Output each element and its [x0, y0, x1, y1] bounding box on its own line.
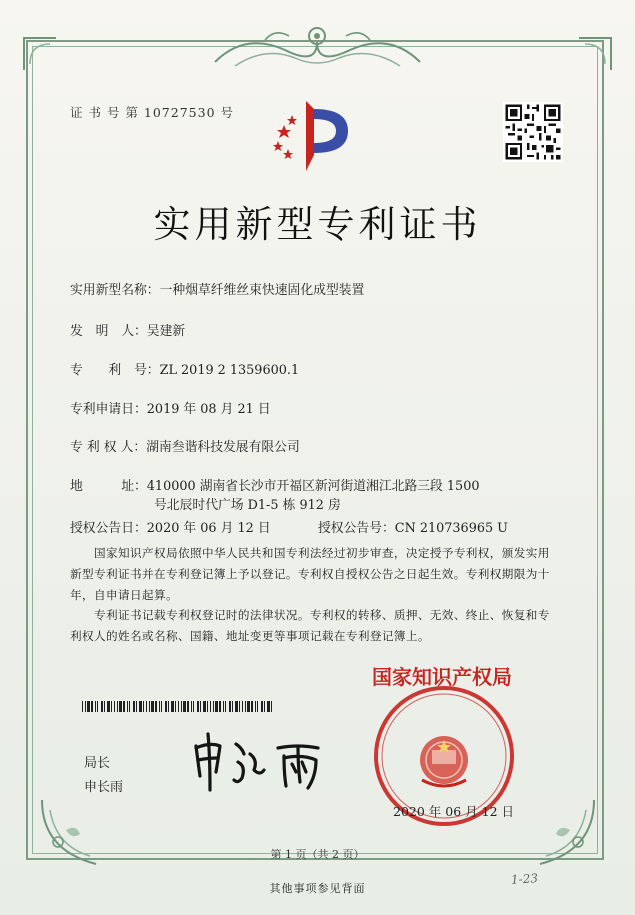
field-label: 授权公告日： — [70, 521, 147, 536]
field-value: 2019 年 08 月 21 日 — [146, 402, 271, 417]
paragraph-line: 年，自申请日起算。 — [70, 588, 178, 602]
patent-office-logo-icon — [262, 95, 362, 175]
handwritten-signature-icon — [188, 726, 338, 794]
handwritten-note: 1-23 — [510, 871, 539, 887]
address-line-2: 号北辰时代广场 D1-5 栋 912 房 — [154, 498, 341, 513]
grant-statement-paragraph — [70, 543, 570, 606]
field-grant-announcement-date — [70, 517, 271, 536]
field-patent-number — [70, 359, 299, 378]
qr-code-icon — [503, 100, 563, 164]
field-label: 授权公告号： — [318, 521, 395, 536]
paragraph-line: 专利证书记载专利权登记时的法律状况。专利权的转移、质押、无效、终止、恢复和专 — [94, 608, 550, 622]
corner-ornament-top-right — [575, 34, 615, 74]
field-value: ZL 2019 2 1359600.1 — [159, 363, 300, 378]
legal-status-paragraph — [70, 605, 570, 647]
field-label: 专 利 权 人： — [70, 440, 147, 455]
field-value: 2020 年 06 月 12 日 — [146, 521, 271, 536]
corner-ornament-top-left — [20, 34, 60, 74]
field-utility-model-name — [70, 279, 364, 298]
signatory-title: 局长 — [84, 756, 111, 771]
page-number: 第 1 页（共 2 页） — [270, 848, 365, 861]
certificate-title: 实用新型专利证书 — [153, 203, 482, 246]
field-patentee — [70, 436, 300, 455]
paragraph-line: 国家知识产权局依照中华人民共和国专利法经过初步审查，决定授予专利权，颁发实用 — [94, 546, 550, 560]
field-grant-announcement-number — [318, 517, 508, 536]
footer-note: 其他事项参见背面 — [269, 882, 366, 895]
seal-date: 2020 年 06 月 12 日 — [393, 804, 514, 819]
signatory-name: 申长雨 — [84, 780, 124, 795]
top-ornament — [205, 22, 430, 74]
field-label: 专 利 号： — [70, 363, 160, 378]
field-label: 地 址： — [70, 479, 147, 494]
field-value: 一种烟草纤维丝束快速固化成型装置 — [159, 283, 365, 298]
field-label: 实用新型名称： — [70, 283, 160, 298]
field-value: 吴建新 — [146, 324, 186, 339]
field-application-date — [70, 398, 271, 417]
paragraph-line: 利权人的姓名或名称、国籍、地址变更等事项记载在专利登记簿上。 — [70, 629, 430, 643]
certificate-number: 证 书 号 第 10727530 号 — [70, 105, 234, 120]
field-inventor — [70, 320, 185, 339]
barcode-icon — [82, 701, 274, 712]
field-value: 湖南叁谐科技发展有限公司 — [146, 440, 300, 455]
field-value: CN 210736965 U — [394, 521, 508, 536]
field-label: 发 明 人： — [70, 324, 147, 339]
field-label: 专利申请日： — [70, 402, 147, 417]
field-address — [70, 475, 479, 494]
field-value: 410000 湖南省长沙市开福区新河街道湘江北路三段 1500 — [146, 479, 480, 494]
seal-text: 国家知识产权局 — [372, 665, 512, 689]
paragraph-line: 新型专利证书并在专利登记簿上予以登记。专利权自授权公告之日起生效。专利权期限为十 — [70, 567, 550, 581]
